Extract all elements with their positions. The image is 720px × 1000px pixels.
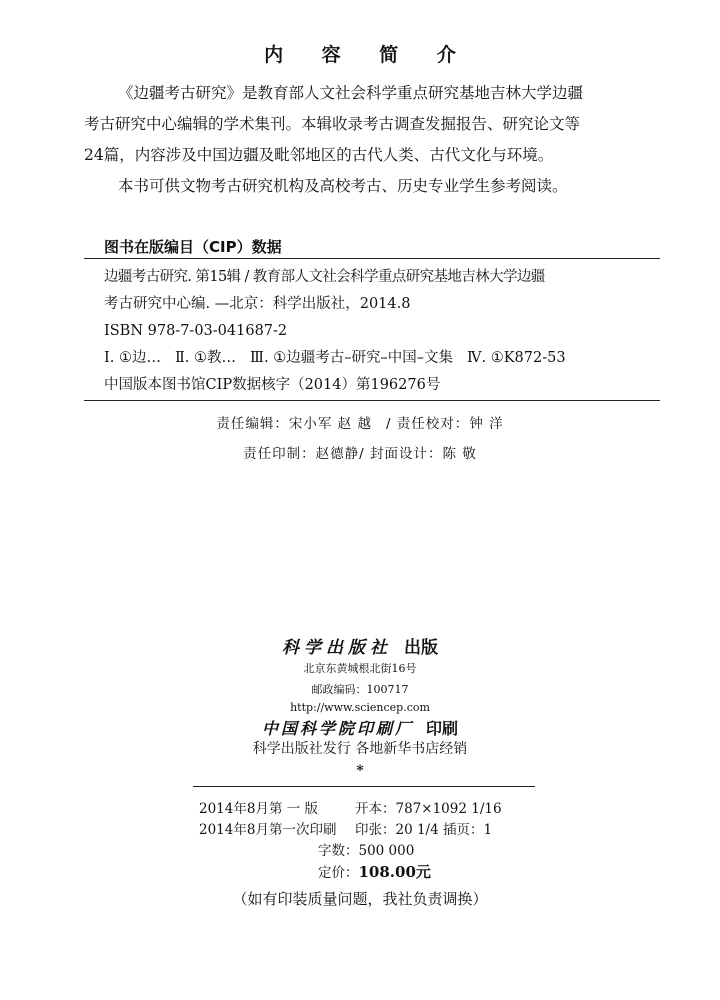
cip-class-4: Ⅳ. ①K872-53 — [466, 350, 566, 366]
proof-name: 钟 洋 — [469, 416, 504, 432]
intro-line-1: 《边疆考古研究》是教育部人文社会科学重点研究基地吉林大学边疆 — [118, 84, 584, 102]
print-name: 赵德静 — [315, 446, 360, 462]
cip-class-1: Ⅰ. ①边… — [104, 350, 161, 366]
cip-isbn: ISBN 978-7-03-041687-2 — [104, 323, 288, 339]
editor-label: 责任编辑： — [216, 416, 289, 432]
intro-line-4: 本书可供文物考古研究机构及高校考古、历史专业学生参考阅读。 — [118, 177, 568, 195]
intro-line-3: 24篇，内容涉及中国边疆及毗邻地区的古代人类、古代文化与环境。 — [84, 146, 554, 164]
cip-top-rule — [84, 258, 660, 259]
cip-record — [104, 264, 664, 399]
printing-line: 2014年8月第一次印刷 — [199, 822, 337, 838]
publisher-address: 北京东黄城根北街16号 — [303, 662, 417, 675]
printer-line — [0, 716, 720, 739]
cip-classification — [104, 345, 664, 372]
distribution-line: 科学出版社发行 各地新华书店经销 — [252, 741, 468, 757]
cip-record-line-2: 考古研究中心编. —北京：科学出版社，2014.8 — [104, 296, 411, 312]
printer-action: 印刷 — [426, 719, 459, 738]
cip-number: 中国版本图书馆CIP数据核字（2014）第196276号 — [104, 377, 441, 393]
editor-names: 宋小军 赵 越 — [288, 416, 372, 432]
sheets-line: 印张：20 1/4 插页：1 — [355, 822, 493, 838]
intro-text — [84, 78, 644, 202]
cover-label: / 封面设计： — [359, 446, 443, 462]
word-count: 字数：500 000 — [318, 843, 415, 859]
publisher-line — [0, 633, 720, 658]
print-label: 责任印制： — [243, 446, 316, 462]
publisher-action: 出版 — [404, 638, 438, 658]
format-line: 开本：787×1092 1/16 — [355, 801, 502, 817]
specs-rule — [193, 786, 535, 787]
cip-heading: 图书在版编目（CIP）数据 — [104, 238, 282, 256]
price-label: 定价： — [318, 865, 359, 881]
quality-notice: （如有印装质量问题，我社负责调换） — [232, 890, 488, 908]
intro-title: 内 容 简 介 — [264, 44, 472, 66]
price-value: 108.00元 — [358, 863, 431, 881]
publisher-postcode: 邮政编码：100717 — [311, 683, 409, 696]
cover-name: 陈 敬 — [442, 446, 477, 462]
cip-record-line-1: 边疆考古研究. 第15辑 / 教育部人文社会科学重点研究基地吉林大学边疆 — [104, 269, 545, 285]
edition-line: 2014年8月第 一 版 — [199, 801, 319, 817]
credits-editors — [0, 412, 720, 432]
printer-logotype: 中国科学院印刷厂 — [261, 719, 414, 738]
cip-class-2: Ⅱ. ①教… — [174, 350, 237, 366]
price-line — [318, 861, 431, 882]
intro-line-2: 考古研究中心编辑的学术集刊。本辑收录考古调查发掘报告、研究论文等 — [84, 115, 581, 133]
cip-class-3: Ⅲ. ①边疆考古–研究–中国–文集 — [250, 350, 453, 366]
credits-production — [0, 442, 720, 462]
separator-star: * — [356, 763, 364, 779]
proof-label: / 责任校对： — [385, 416, 470, 432]
publisher-logotype: 科学出版社 — [282, 638, 392, 658]
cip-bottom-rule — [84, 400, 660, 401]
publisher-website: http://www.sciencep.com — [290, 701, 430, 714]
